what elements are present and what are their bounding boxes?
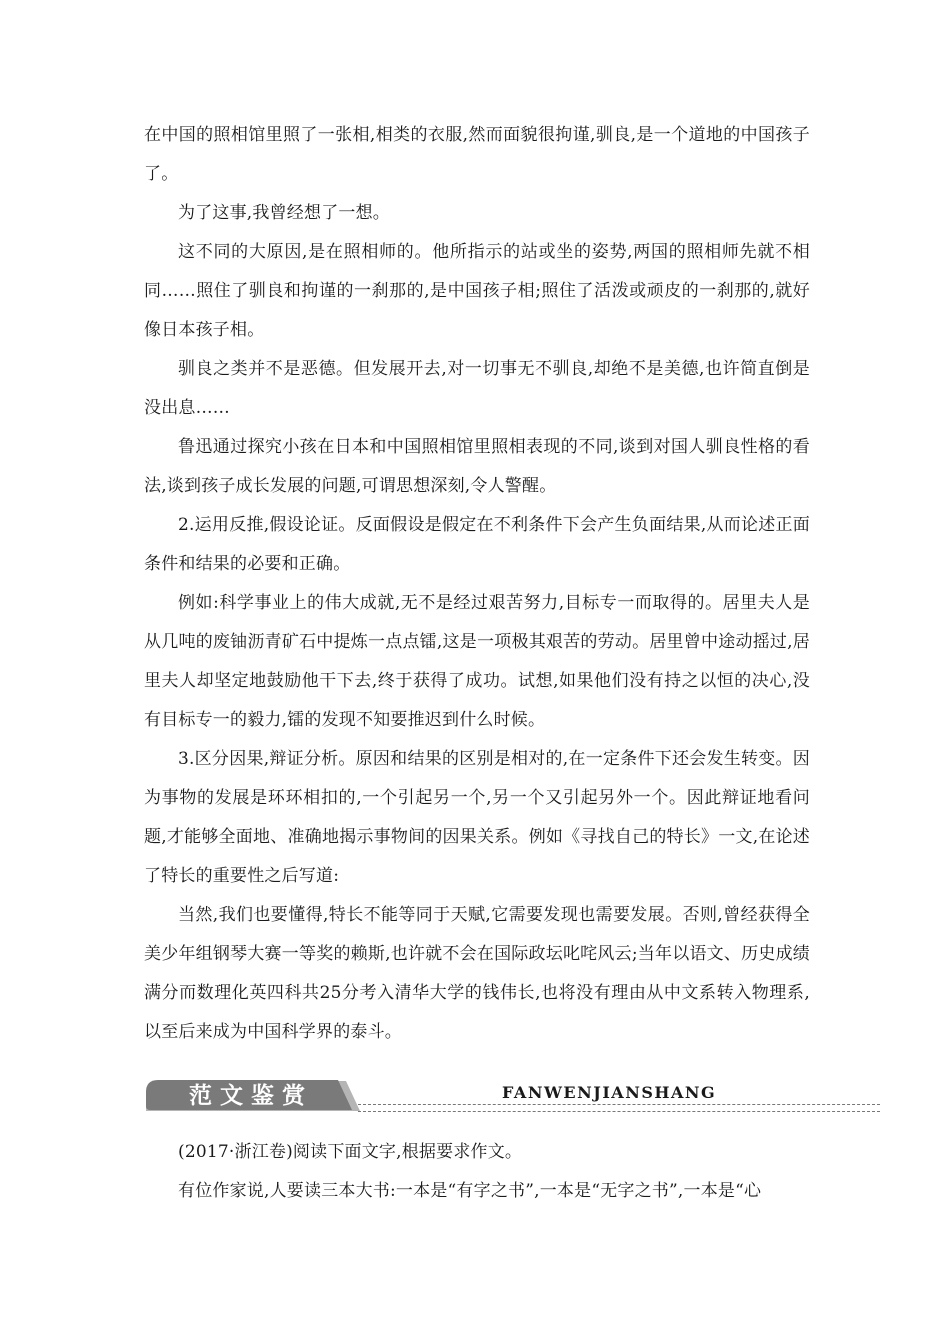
section-tab: [146, 1080, 362, 1112]
paragraph: 这不同的大原因,是在照相师的。他所指示的站或坐的姿势,两国的照相师先就不相同……照住了驯良和拘谨的一刹那的,是中国孩子相;照住了活泼或顽皮的一刹那的,就好像日本孩子相。: [144, 242, 810, 340]
paragraph: 驯良之类并不是恶德。但发展开去,对一切事无不驯良,却绝不是美德,也许简直倒是没出息……: [144, 359, 810, 418]
paragraph: 有位作家说,人要读三本大书:一本是“有字之书”,一本是“无字之书”,一本是“心: [178, 1181, 762, 1201]
section-pinyin: FANWENJIANSHANG: [498, 1083, 720, 1103]
paragraph: 例如:科学事业上的伟大成就,无不是经过艰苦努力,目标专一而取得的。居里夫人是从几吨的废铀沥青矿石中提炼一点点镭,这是一项极其艰苦的劳动。居里曾中途动摇过,居里夫人却坚定地鼓励他干下去,终于获得了成功。试想,如果他们没有持之以恒的决心,没有目标专一的毅力,镭的发现不知要推迟到什么时候。: [144, 593, 810, 730]
paragraph: 鲁迅通过探究小孩在日本和中国照相馆里照相表现的不同,谈到对国人驯良性格的看法,谈到孩子成长发展的问题,可谓思想深刻,令人警醒。: [144, 437, 810, 496]
section-header: [146, 1080, 880, 1112]
paragraph: 为了这事,我曾经想了一想。: [178, 203, 391, 223]
paragraph: 在中国的照相馆里照了一张相,相类的衣服,然而面貌很拘谨,驯良,是一个道地的中国孩子了。: [144, 125, 810, 184]
paragraph: 2.运用反推,假设论证。反面假设是假定在不利条件下会产生负面结果,从而论述正面条件和结果的必要和正确。: [144, 515, 810, 574]
paragraph: 3.区分因果,辩证分析。原因和结果的区别是相对的,在一定条件下还会发生转变。因为事物的发展是环环相扣的,一个引起另一个,另一个又引起另外一个。因此辩证地看问题,才能够全面地、准确地揭示事物间的因果关系。例如《寻找自己的特长》一文,在论述了特长的重要性之后写道:: [144, 749, 810, 886]
body-text-continued: [144, 1133, 810, 1211]
paragraph: 当然,我们也要懂得,特长不能等同于天赋,它需要发现也需要发展。否则,曾经获得全美少年组钢琴大赛一等奖的赖斯,也许就不会在国际政坛叱咤风云;当年以语文、历史成绩满分而数理化英四科共25分考入清华大学的钱伟长,也将没有理由从中文系转入物理系,以至后来成为中国科学界的泰斗。: [144, 905, 810, 1042]
section-divider: [358, 1104, 880, 1112]
section-title: 范文鉴赏: [189, 1083, 313, 1109]
paragraph: (2017·浙江卷)阅读下面文字,根据要求作文。: [178, 1142, 523, 1162]
body-text: [144, 116, 810, 1052]
